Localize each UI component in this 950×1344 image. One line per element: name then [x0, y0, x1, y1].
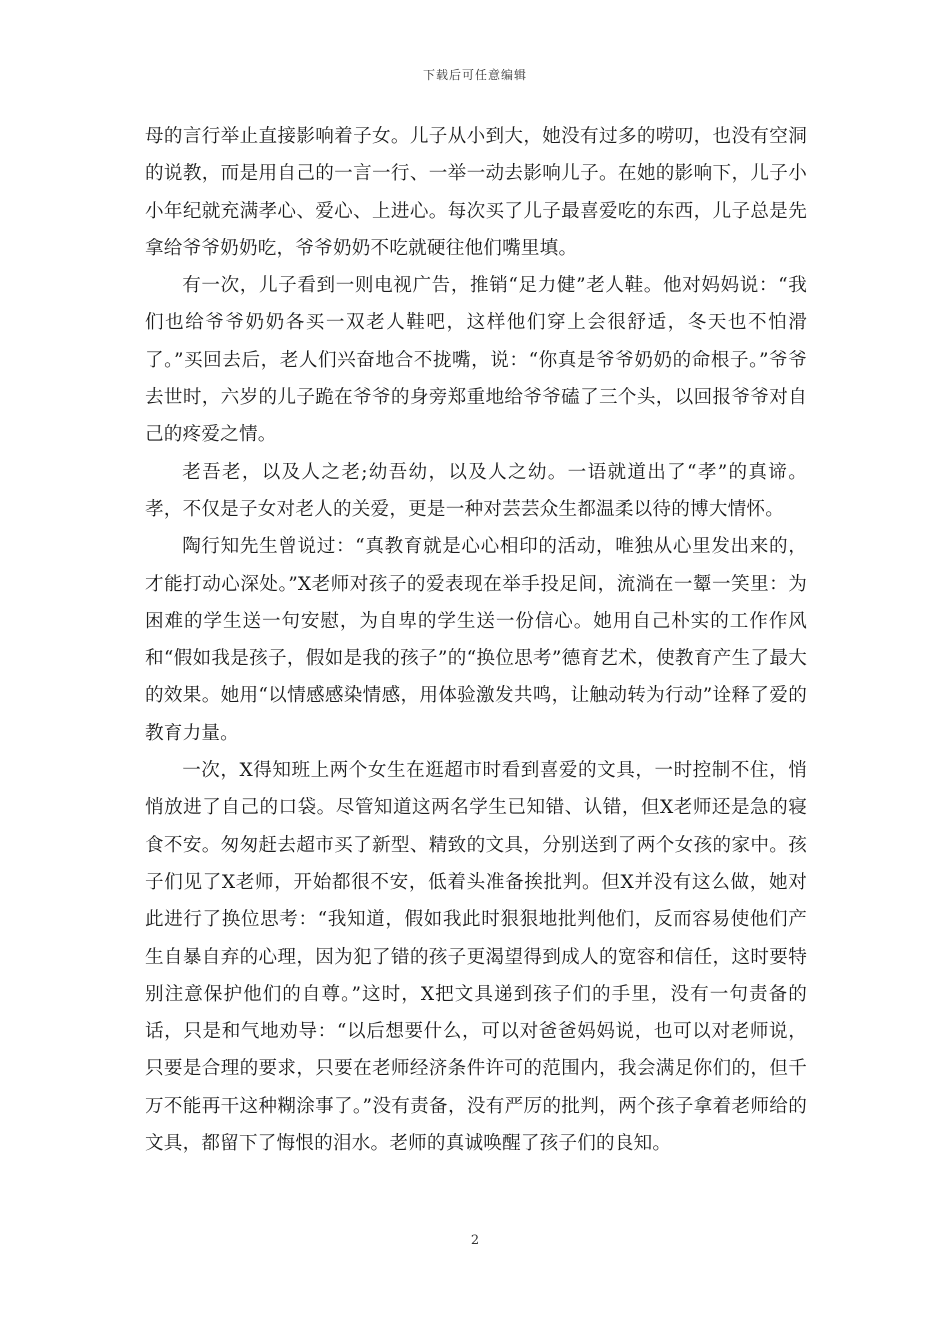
page-header: 下载后可任意编辑 [422, 68, 527, 82]
paragraph-continued: 母的言行举止直接影响着子女。儿子从小到大，她没有过多的唠叨，也没有空洞的说教，而是用自己的一言一行、一举一动去影响儿子。在她的影响下，儿子小小年纪就充满孝心、爱心、上进心。每次买了儿子最喜爱吃的东西，儿子总是先拿给爷爷奶奶吃，爷爷奶奶不吃就硬往他们嘴里填。 [145, 126, 807, 259]
paragraph: 陶行知先生曾说过：“真教育就是心心相印的活动，唯独从心里发出来的，才能打动心深处。”X老师对孩子的爱表现在举手投足间，流淌在一颦一笑里：为困难的学生送一句安慰，为自卑的学生送一份信心。她用自己朴实的工作作风和“假如我是孩子，假如是我的孩子”的“换位思考”德育艺术，使教育产生了最大的效果。她用“以情感感染情感，用体验激发共鸣，让触动转为行动”诠释了爱的教育力量。 [145, 536, 807, 744]
paragraph: 老吾老，以及人之老;幼吾幼，以及人之幼。一语就道出了“孝”的真谛。孝，不仅是子女对老人的关爱，更是一种对芸芸众生都温柔以待的博大情怀。 [145, 461, 807, 520]
page-number: 2 [470, 1233, 480, 1248]
paragraph: 有一次，儿子看到一则电视广告，推销“足力健”老人鞋。他对妈妈说：“我们也给爷爷奶奶各买一双老人鞋吧，这样他们穿上会很舒适，冬天也不怕滑了。”买回去后，老人们兴奋地合不拢嘴，说：“你真是爷爷奶奶的命根子。”爷爷去世时，六岁的儿子跪在爷爷的身旁郑重地给爷爷磕了三个头，以回报爷爷对自己的疼爱之情。 [145, 275, 807, 446]
paragraph: 一次，X得知班上两个女生在逛超市时看到喜爱的文具，一时控制不住，悄悄放进了自己的口袋。尽管知道这两名学生已知错、认错，但X老师还是急的寝食不安。匆匆赶去超市买了新型、精致的文具，分别送到了两个女孩的家中。孩子们见了X老师，开始都很不安，低着头准备挨批判。但X并没有这么做，她对此进行了换位思考：“我知道，假如我此时狠狠地批判他们，反而容易使他们产生自暴自弃的心理，因为犯了错的孩子更渴望得到成人的宽容和信任，这时要特别注意保护他们的自尊。”这时，X把文具递到孩子们的手里，没有一句责备的话，只是和气地劝导：“以后想要什么，可以对爸爸妈妈说，也可以对老师说，只要是合理的要求，只要在老师经济条件许可的范围内，我会满足你们的，但千万不能再干这种糊涂事了。”没有责备，没有严厉的批判，两个孩子拿着老师给的文具，都留下了悔恨的泪水。老师的真诚唤醒了孩子们的良知。 [145, 760, 807, 1155]
document-body [145, 118, 807, 1162]
